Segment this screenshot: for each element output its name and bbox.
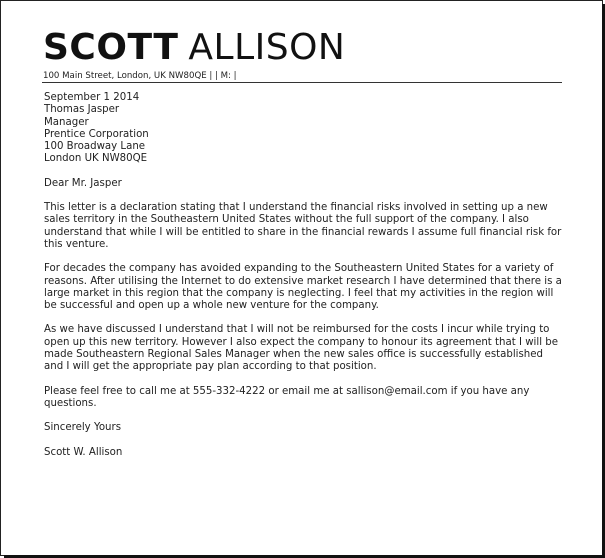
header-divider xyxy=(42,82,562,83)
letter-body xyxy=(44,92,564,471)
contact-line: 100 Main Street, London, UK NW80QE | | M: | xyxy=(43,71,237,81)
recipient-title: Manager xyxy=(44,116,89,128)
recipient-company: Prentice Corporation xyxy=(44,128,149,140)
paragraph-2: For decades the company has avoided expanding to the Southeastern United States for a variety of reasons. After utilising the Internet to do extensive market research I have determined that there is a large market in this region that the company is neglecting. I feel that my activities in the region will be successful and open up a whole new venture for the company. xyxy=(44,263,562,312)
recipient-street: 100 Broadway Lane xyxy=(44,141,146,153)
first-name: SCOTT xyxy=(43,27,179,68)
recipient-city: London UK NW80QE xyxy=(44,153,148,165)
paragraph-3: As we have discussed I understand that I will not be reimbursed for the costs I incur while trying to open up this new territory. However I also expect the company to honour its agreement that I will be made Southeastern Regional Sales Manager when the new sales office is successfully established and I will get the appropriate pay plan according to that position. xyxy=(44,324,559,373)
letterhead-name xyxy=(43,28,345,68)
recipient-address xyxy=(44,92,564,166)
last-name: ALLISON xyxy=(188,27,346,68)
paragraph-1: This letter is a declaration stating that I understand the financial risks involved in setting up a new sales territory in the Southeastern United States without the full support of the company. I also understand that while I will be entitled to share in the financial rewards I assume full financial risk for this venture. xyxy=(44,202,562,250)
paragraph-4: Please feel free to call me at 555-332-4222 or email me at sallison@email.com if you have any questions. xyxy=(44,385,530,409)
signature-name: Scott W. Allison xyxy=(44,446,123,458)
letter-date: September 1 2014 xyxy=(44,92,140,103)
closing: Sincerely Yours xyxy=(44,422,122,434)
recipient-name: Thomas Jasper xyxy=(44,104,120,116)
salutation: Dear Mr. Jasper xyxy=(44,177,122,189)
